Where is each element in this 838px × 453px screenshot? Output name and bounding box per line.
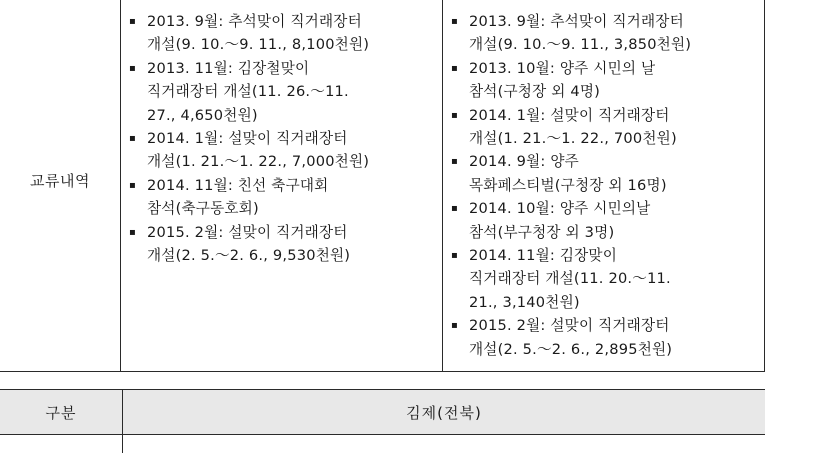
- list-item-text: 개설(2. 5.～2. 6., 2,895천원): [469, 338, 764, 361]
- bullet-icon: ▪: [451, 314, 458, 337]
- bullet-icon: ▪: [129, 221, 136, 244]
- list-item-text: 2013. 9월: 추석맞이 직거래장터: [469, 10, 764, 33]
- bullet-icon: ▪: [129, 127, 136, 150]
- header-gimje: 김제(전북): [123, 390, 766, 435]
- list-item-text: 2014. 11월: 김장맞이: [469, 244, 764, 267]
- bullet-icon: ▪: [451, 197, 458, 220]
- list-item: [129, 10, 442, 57]
- list-item-text: 2014. 1월: 설맞이 직거래장터: [469, 104, 764, 127]
- list-item-text: 2014. 9월: 양주: [469, 150, 764, 173]
- list-item-text: 직거래장터 개설(11. 20.～11.: [469, 267, 764, 290]
- list-item-text: 개설(2. 5.～2. 6., 9,530천원): [147, 244, 442, 267]
- bullet-icon: ▪: [451, 104, 458, 127]
- blank-cell-1: [0, 435, 123, 453]
- list-item-text: 참석(축구동호회): [147, 197, 442, 220]
- list-item-text: 2014. 1월: 설맞이 직거래장터: [147, 127, 442, 150]
- left-column-cell: [121, 0, 443, 372]
- list-item-text: 개설(9. 10.～9. 11., 8,100천원): [147, 33, 442, 56]
- list-item-text: 2013. 10월: 양주 시민의 날: [469, 57, 764, 80]
- list-item-text: 2014. 11월: 친선 축구대회: [147, 174, 442, 197]
- list-item: [451, 104, 764, 151]
- list-item: [451, 244, 764, 314]
- list-item-text: 2013. 11월: 김장철맞이: [147, 57, 442, 80]
- bullet-icon: ▪: [129, 174, 136, 197]
- list-item-text: 참석(구청장 외 4명): [469, 80, 764, 103]
- blank-cell-2: [123, 435, 766, 453]
- bullet-icon: ▪: [451, 244, 458, 267]
- bullet-icon: ▪: [451, 150, 458, 173]
- list-item: [451, 57, 764, 104]
- list-item: [129, 57, 442, 127]
- list-item-text: 참석(부구청장 외 3명): [469, 221, 764, 244]
- bullet-icon: ▪: [129, 10, 136, 33]
- bullet-icon: ▪: [451, 10, 458, 33]
- gimje-table: [0, 389, 765, 453]
- list-item: [451, 150, 764, 197]
- list-item-text: 21., 3,140천원): [469, 291, 764, 314]
- list-item-text: 개설(1. 21.～1. 22., 7,000천원): [147, 150, 442, 173]
- right-column-cell: [443, 0, 765, 372]
- list-item-text: 목화페스티벌(구청장 외 16명): [469, 174, 764, 197]
- list-item-text: 개설(1. 21.～1. 22., 700천원): [469, 127, 764, 150]
- right-exchange-list: [443, 0, 764, 361]
- list-item-text: 직거래장터 개설(11. 26.～11.: [147, 80, 442, 103]
- list-item-text: 2015. 2월: 설맞이 직거래장터: [469, 314, 764, 337]
- list-item: [451, 197, 764, 244]
- list-item-text: 개설(9. 10.～9. 11., 3,850천원): [469, 33, 764, 56]
- list-item-text: 27., 4,650천원): [147, 104, 442, 127]
- left-exchange-list: [121, 0, 442, 267]
- list-item: [129, 127, 442, 174]
- header-category: 구분: [0, 390, 123, 435]
- list-item: [451, 314, 764, 361]
- bullet-icon: ▪: [451, 57, 458, 80]
- list-item-text: 2015. 2월: 설맞이 직거래장터: [147, 221, 442, 244]
- bullet-icon: ▪: [129, 57, 136, 80]
- list-item: [129, 221, 442, 268]
- list-item: [129, 174, 442, 221]
- list-item: [451, 10, 764, 57]
- list-item-text: 2014. 10월: 양주 시민의날: [469, 197, 764, 220]
- row-label-exchange-history: 교류내역: [0, 0, 121, 372]
- list-item-text: 2013. 9월: 추석맞이 직거래장터: [147, 10, 442, 33]
